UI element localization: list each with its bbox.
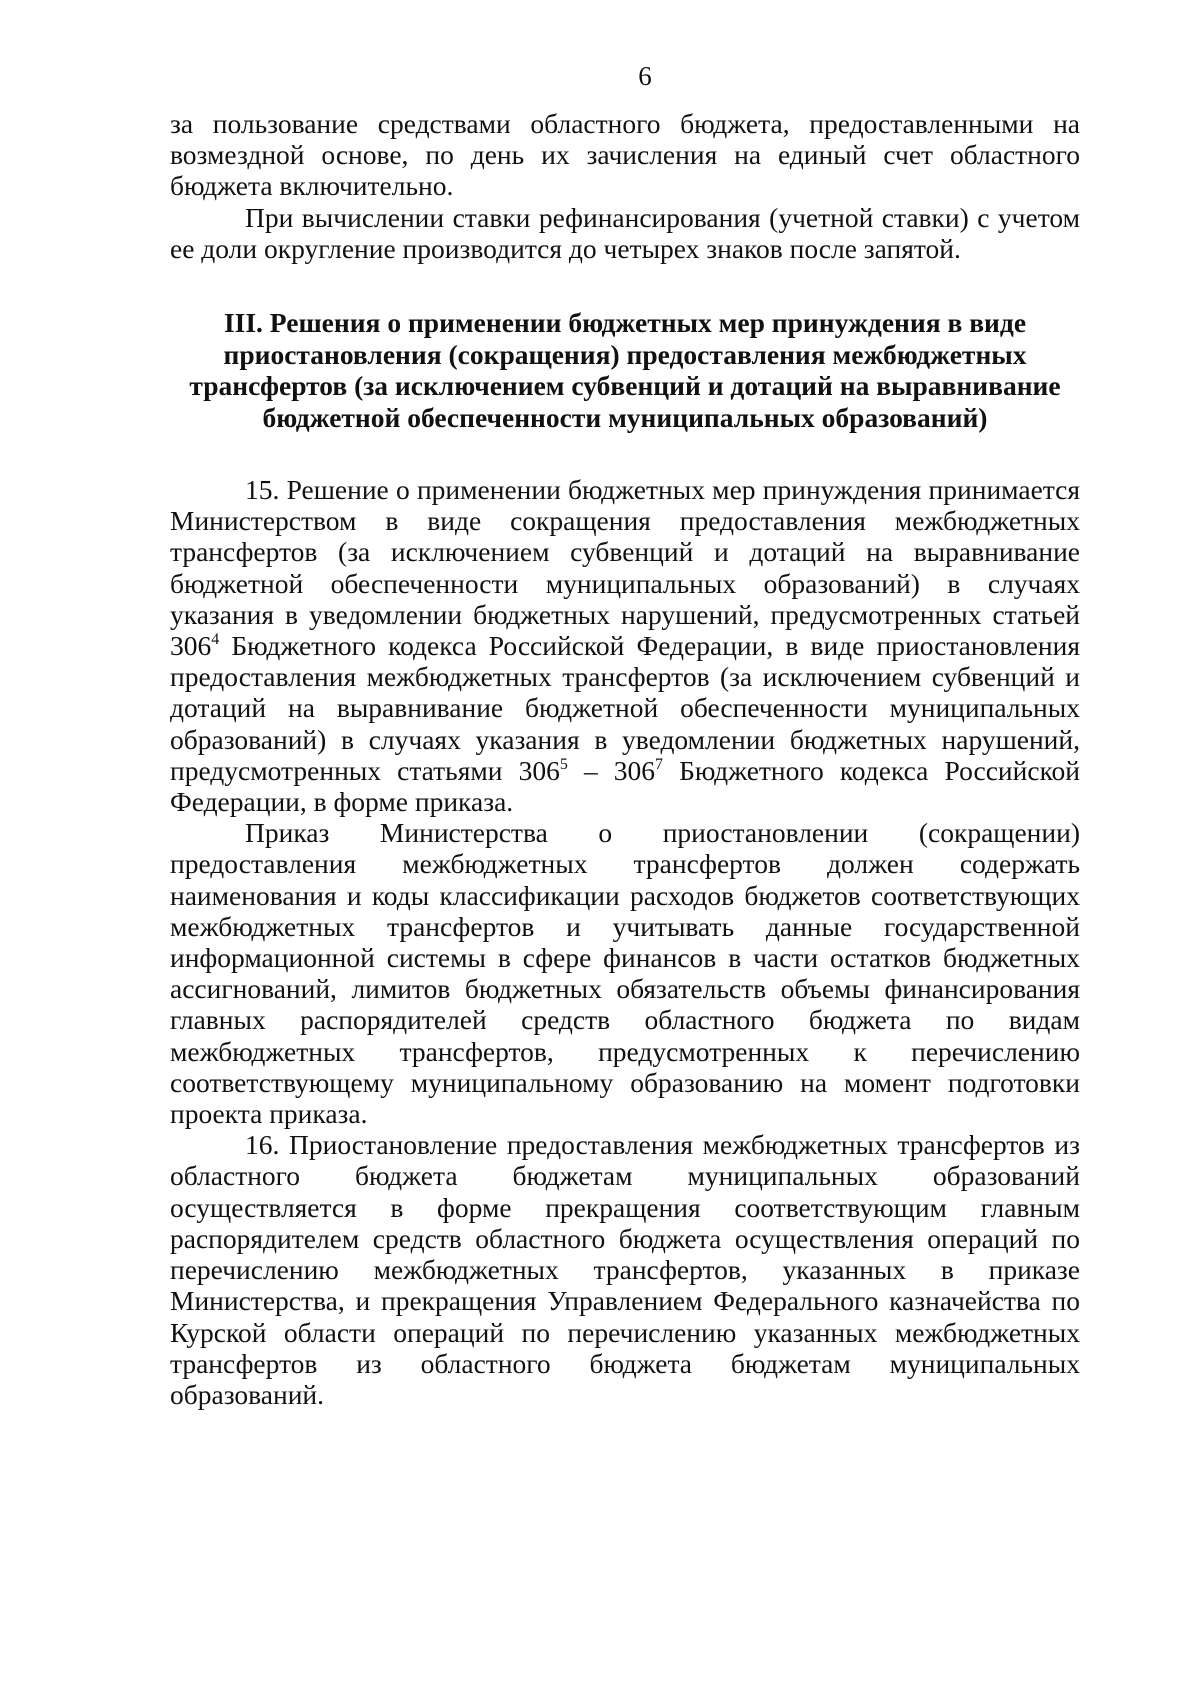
article-superscript: 7 [655, 755, 664, 773]
page-number: 6 [638, 61, 652, 91]
clause-15-text: 15. Решение о применении бюджетных мер принуждения принимается Министерством в виде сокращения предоставления межбюджетных трансфертов (за исключением субвенций и дотаций на выравнивание бюджетной обеспеченности муниципальных образований) в случаях указания в уведомлении бюджетных нарушений, предусмотренных статьей 306 [170, 474, 1080, 662]
article-superscript: 4 [211, 631, 220, 649]
clause-15-text: Бюджетного кодекса Российской Федерации, в форме приказа. [170, 754, 1081, 818]
clause-15-paragraph [170, 474, 1080, 817]
clause-16-paragraph: 16. Приостановление предоставления межбюджетных трансфертов из областного бюджета бюджетам муниципальных образований осуществляется в форме прекращения соответствующим главным распорядителем средств областного бюджета осуществления операций по перечислению межбюджетных трансфертов, указанных в приказе Министерства, и прекращения Управлением Федерального казначейства по Курской области операций по перечислению указанных межбюджетных трансфертов из областного бюджета бюджетам муниципальных образований. [170, 1129, 1080, 1410]
intro-paragraph: за пользование средствами областного бюджета, предоставленными на возмездной основе, по день их зачисления на единый счет областного бюджета включительно. [170, 108, 1080, 202]
rounding-paragraph: При вычислении ставки рефинансирования (учетной ставки) с учетом ее доли округление производится до четырех знаков после запятой. [170, 201, 1080, 264]
section-heading-line: III. Решения о применении бюджетных мер принуждения в виде [223, 307, 1027, 339]
order-paragraph: Приказ Министерства о приостановлении (сокращении) предоставления межбюджетных трансфертов должен содержать наименования и коды классификации расходов бюджетов соответствующих межбюджетных трансфертов и учитывать данные государственной информационной системы в сфере финансов в части остатков бюджетных ассигнований, лимитов бюджетных обязательств объемы финансирования главных распорядителей средств областного бюджета по видам межбюджетных трансфертов, предусмотренных к перечислению соответствующему муниципальному образованию на момент подготовки проекта приказа. [170, 817, 1080, 1130]
section-heading-line: приостановления (сокращения) предоставления межбюджетных [223, 338, 1027, 370]
section-heading [170, 307, 1080, 433]
document-page [170, 60, 1080, 1410]
clause-15-text: Бюджетного кодекса Российской Федерации, в виде приостановления предоставления межбюджетных трансфертов (за исключением субвенций и дотаций на выравнивание бюджетной обеспеченности муниципальных образований) в случаях указания в уведомлении бюджетных нарушений, предусмотренных статьями 306 [170, 630, 1080, 786]
section-heading-line: трансфертов (за исключением субвенций и дотаций на выравнивание [189, 370, 1061, 402]
article-superscript: 5 [559, 755, 568, 773]
section-heading-line: бюджетной обеспеченности муниципальных образований) [262, 401, 988, 433]
clause-15-text: – 306 [567, 754, 656, 786]
